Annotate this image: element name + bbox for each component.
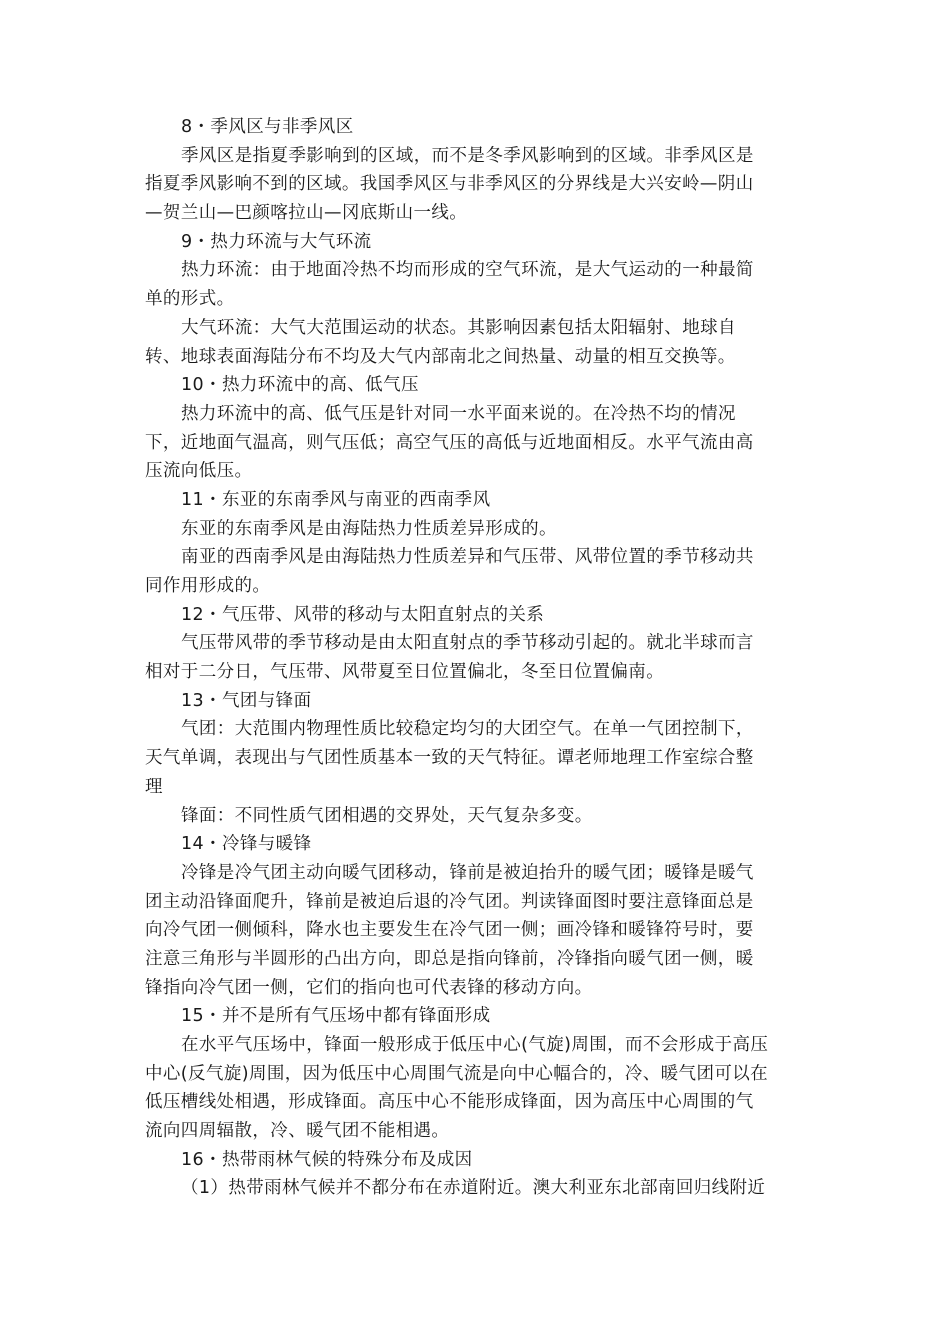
section-heading: 9・热力环流与大气环流 (181, 231, 372, 252)
paragraph-line: 指夏季风影响不到的区域。我国季风区与非季风区的分界线是大兴安岭—阴山 (145, 174, 754, 195)
paragraph-line: 中心(反气旋)周围，因为低压中心周围气流是向中心幅合的，冷、暖气团可以在 (145, 1063, 769, 1084)
paragraph-line: 低压槽线处相遇，形成锋面。高压中心不能形成锋面，因为高压中心周围的气 (145, 1092, 754, 1113)
section-heading: 16・热带雨林气候的特殊分布及成因 (181, 1149, 473, 1170)
paragraph-line: 流向四周辐散，冷、暖气团不能相遇。 (145, 1121, 450, 1142)
paragraph-line: 天气单调，表现出与气团性质基本一致的天气特征。谭老师地理工作室综合整 (145, 748, 754, 769)
paragraph-line: 向冷气团一侧倾科，降水也主要发生在冷气团一侧；画冷锋和暖锋符号时，要 (145, 920, 754, 941)
paragraph-line: 东亚的东南季风是由海陆热力性质差异形成的。 (181, 518, 557, 539)
section-heading: 12・气压带、风带的移动与太阳直射点的关系 (181, 604, 545, 625)
paragraph-line: 单的形式。 (145, 289, 235, 310)
section-heading: 13・气团与锋面 (181, 690, 312, 711)
paragraph-line: 热力环流中的高、低气压是针对同一水平面来说的。在冷热不均的情况 (181, 403, 736, 424)
section-heading: 15・并不是所有气压场中都有锋面形成 (181, 1006, 491, 1027)
section-heading: 14・冷锋与暖锋 (181, 834, 312, 855)
document-page (145, 113, 810, 1203)
paragraph-line: 锋面：不同性质气团相遇的交界处，天气复杂多变。 (181, 805, 593, 826)
paragraph-line: 下，近地面气温高，则气压低；高空气压的高低与近地面相反。水平气流由高 (145, 432, 754, 453)
section-heading: 10・热力环流中的高、低气压 (181, 375, 419, 396)
paragraph-line: 压流向低压。 (145, 461, 253, 482)
paragraph-line: 南亚的西南季风是由海陆热力性质差异和气压带、风带位置的季节移动共 (181, 547, 754, 568)
paragraph-line: 锋指向冷气团一侧，它们的指向也可代表锋的移动方向。 (145, 977, 593, 998)
paragraph-line: 大气环流：大气大范围运动的状态。其影响因素包括太阳辐射、地球自 (181, 317, 736, 338)
paragraph-line: 理 (145, 776, 163, 797)
paragraph-line: 相对于二分日，气压带、风带夏至日位置偏北，冬至日位置偏南。 (145, 662, 665, 683)
paragraph-line: 转、地球表面海陆分布不均及大气内部南北之间热量、动量的相互交换等。 (145, 346, 736, 367)
paragraph-line: 在水平气压场中，锋面一般形成于低压中心(气旋)周围，而不会形成于高压 (181, 1035, 769, 1055)
paragraph-line: —贺兰山—巴颜喀拉山—冈底斯山一线。 (145, 203, 468, 224)
paragraph-line: （1）热带雨林气候并不都分布在赤道附近。澳大利亚东北部南回归线附近 (181, 1178, 766, 1199)
section-heading: 11・东亚的东南季风与南亚的西南季风 (181, 489, 491, 510)
paragraph-line: 气压带风带的季节移动是由太阳直射点的季节移动引起的。就北半球而言 (181, 633, 754, 654)
paragraph-line: 同作用形成的。 (145, 576, 271, 596)
paragraph-line: 冷锋是冷气团主动向暖气团移动，锋前是被迫抬升的暖气团；暖锋是暖气 (181, 862, 754, 883)
paragraph-line: 热力环流：由于地面冷热不均而形成的空气环流，是大气运动的一种最简 (181, 260, 754, 281)
paragraph-line: 气团：大范围内物理性质比较稳定均匀的大团空气。在单一气团控制下， (181, 719, 754, 740)
paragraph-line: 季风区是指夏季影响到的区域，而不是冬季风影响到的区域。非季风区是 (181, 145, 754, 166)
section-heading: 8・季风区与非季风区 (181, 117, 354, 137)
paragraph-line: 团主动沿锋面爬升，锋前是被迫后退的冷气团。判读锋面图时要注意锋面总是 (145, 891, 754, 912)
paragraph-line: 注意三角形与半圆形的凸出方向，即总是指向锋前，冷锋指向暖气团一侧，暖 (145, 948, 754, 969)
